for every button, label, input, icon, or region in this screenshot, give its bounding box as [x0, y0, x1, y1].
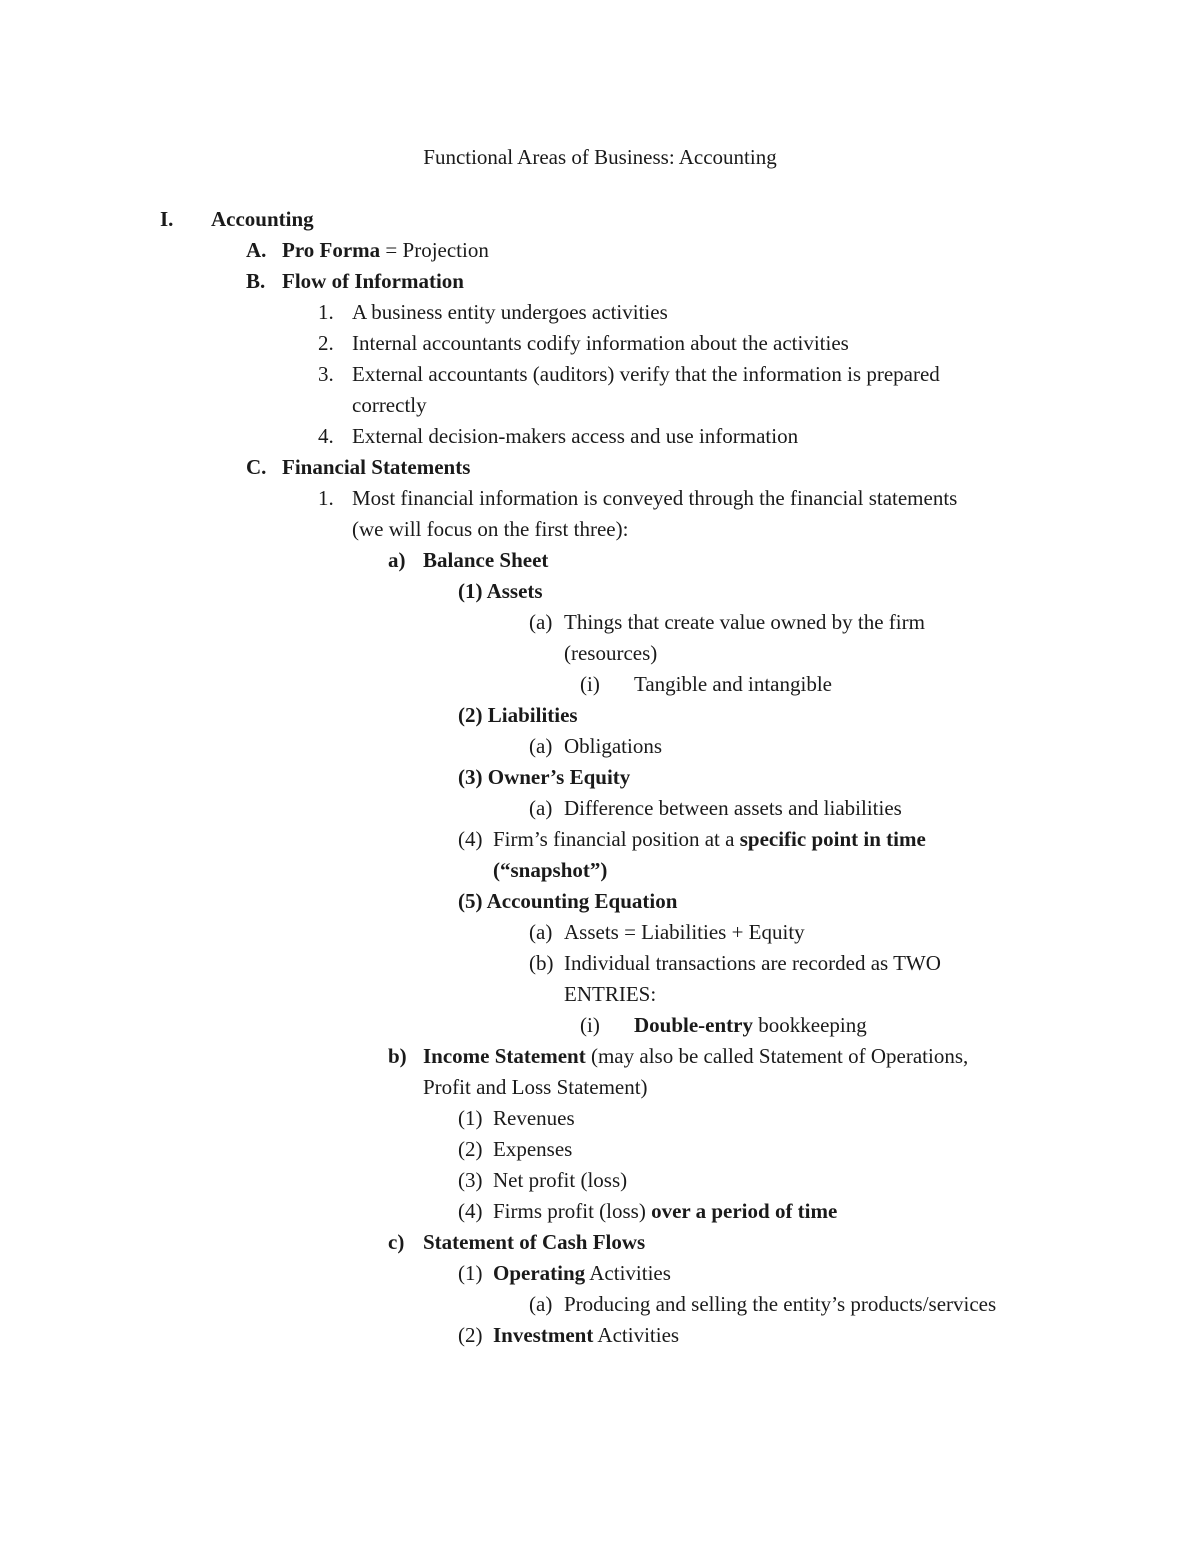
- list-item-continuation: (resources): [564, 641, 658, 665]
- term-investment: Investment: [493, 1323, 594, 1347]
- list-item: Tangible and intangible: [634, 672, 832, 696]
- heading-income-statement: Income Statement: [423, 1044, 586, 1068]
- marker-accounting-equation: (5): [458, 889, 483, 913]
- heading-balance-sheet: Balance Sheet: [423, 548, 549, 572]
- list-item: A business entity undergoes activities: [352, 300, 668, 324]
- item-double-entry: [634, 1012, 867, 1038]
- list-item: Assets = Liabilities + Equity: [564, 920, 805, 944]
- item-assets: [458, 578, 543, 604]
- term-pro-forma: Pro Forma: [282, 238, 381, 262]
- list-marker: (i): [580, 672, 600, 696]
- list-marker: (a): [529, 610, 553, 634]
- emphasis-point-in-time: specific point in time: [739, 827, 926, 851]
- list-marker: 2.: [318, 331, 334, 355]
- list-marker: (4): [458, 827, 483, 851]
- term-operating: Operating: [493, 1261, 586, 1285]
- outline-marker-a: A.: [246, 238, 267, 262]
- list-item-continuation: correctly: [352, 393, 427, 417]
- outline-marker-cash-flows: c): [388, 1230, 405, 1254]
- marker-liabilities: (2): [458, 703, 483, 727]
- outline-marker-c: C.: [246, 455, 267, 479]
- outline-marker-income-statement: b): [388, 1044, 407, 1068]
- list-marker: (i): [580, 1013, 600, 1037]
- list-marker: 1.: [318, 486, 334, 510]
- marker-owners-equity: (3): [458, 765, 483, 789]
- list-item: Net profit (loss): [493, 1168, 628, 1192]
- list-marker: (1): [458, 1261, 483, 1285]
- term-double-entry: Double-entry: [634, 1013, 753, 1037]
- term-owners-equity: Owner’s Equity: [487, 765, 631, 789]
- definition-pro-forma: = Projection: [380, 238, 489, 262]
- list-item: Revenues: [493, 1106, 575, 1130]
- list-item: Things that create value owned by the firm: [564, 610, 925, 634]
- list-item: Producing and selling the entity’s products/services: [564, 1292, 997, 1316]
- list-marker: (4): [458, 1199, 483, 1223]
- text-firms-profit: Firms profit (loss): [493, 1199, 652, 1223]
- list-item: Internal accountants codify information about the activities: [352, 331, 849, 355]
- list-item: Expenses: [493, 1137, 573, 1161]
- item-investment-activities: [493, 1322, 679, 1348]
- item-owners-equity: [458, 764, 630, 790]
- list-marker: (3): [458, 1168, 483, 1192]
- list-marker: (b): [529, 951, 554, 975]
- list-item-continuation: Profit and Loss Statement): [423, 1075, 648, 1099]
- document-title: Functional Areas of Business: Accounting: [423, 145, 777, 169]
- term-liabilities: Liabilities: [487, 703, 578, 727]
- item-accounting-equation: [458, 888, 677, 914]
- list-marker: (a): [529, 920, 553, 944]
- list-item: Obligations: [564, 734, 662, 758]
- emphasis-period-of-time: over a period of time: [651, 1199, 838, 1223]
- list-item: Most financial information is conveyed through the financial statements: [352, 486, 958, 510]
- list-marker: 1.: [318, 300, 334, 324]
- list-item: External decision-makers access and use information: [352, 424, 799, 448]
- item-operating-activities: [493, 1260, 671, 1286]
- text-activities: Activities: [585, 1261, 671, 1285]
- text-financial-position: Firm’s financial position at a: [493, 827, 740, 851]
- list-marker: 4.: [318, 424, 334, 448]
- list-item-continuation: ENTRIES:: [564, 982, 657, 1006]
- item-period-of-time: [493, 1198, 837, 1224]
- list-item: Individual transactions are recorded as TWO: [564, 951, 941, 975]
- list-marker: (a): [529, 796, 553, 820]
- text-activities: Activities: [593, 1323, 680, 1347]
- text-income-statement: (may also be called Statement of Operations,: [585, 1044, 969, 1068]
- list-marker: 3.: [318, 362, 334, 386]
- list-item-continuation: (we will focus on the first three):: [352, 517, 629, 541]
- list-item: External accountants (auditors) verify that the information is prepared: [352, 362, 940, 386]
- list-marker: (a): [529, 734, 553, 758]
- heading-cash-flows: Statement of Cash Flows: [423, 1230, 646, 1254]
- list-marker: (1): [458, 1106, 483, 1130]
- item-financial-position: [493, 826, 926, 852]
- heading-flow-of-information: Flow of Information: [282, 269, 464, 293]
- list-item: Difference between assets and liabilities: [564, 796, 902, 820]
- outline-marker-b: B.: [246, 269, 266, 293]
- list-marker: (2): [458, 1323, 483, 1347]
- term-assets: Assets: [486, 579, 543, 603]
- outline-marker-i: I.: [160, 207, 174, 231]
- text-bookkeeping: bookkeeping: [753, 1013, 867, 1037]
- term-accounting-equation: Accounting Equation: [486, 889, 678, 913]
- outline-marker-balance-sheet: a): [388, 548, 406, 572]
- list-marker: (a): [529, 1292, 553, 1316]
- item-income-statement: [423, 1043, 968, 1069]
- heading-financial-statements: Financial Statements: [282, 455, 471, 479]
- item-liabilities: [458, 702, 578, 728]
- list-marker: (2): [458, 1137, 483, 1161]
- section-heading-accounting: Accounting: [211, 207, 314, 231]
- marker-assets: (1): [458, 579, 483, 603]
- emphasis-snapshot: (“snapshot”): [493, 858, 608, 882]
- item-pro-forma: [282, 237, 489, 263]
